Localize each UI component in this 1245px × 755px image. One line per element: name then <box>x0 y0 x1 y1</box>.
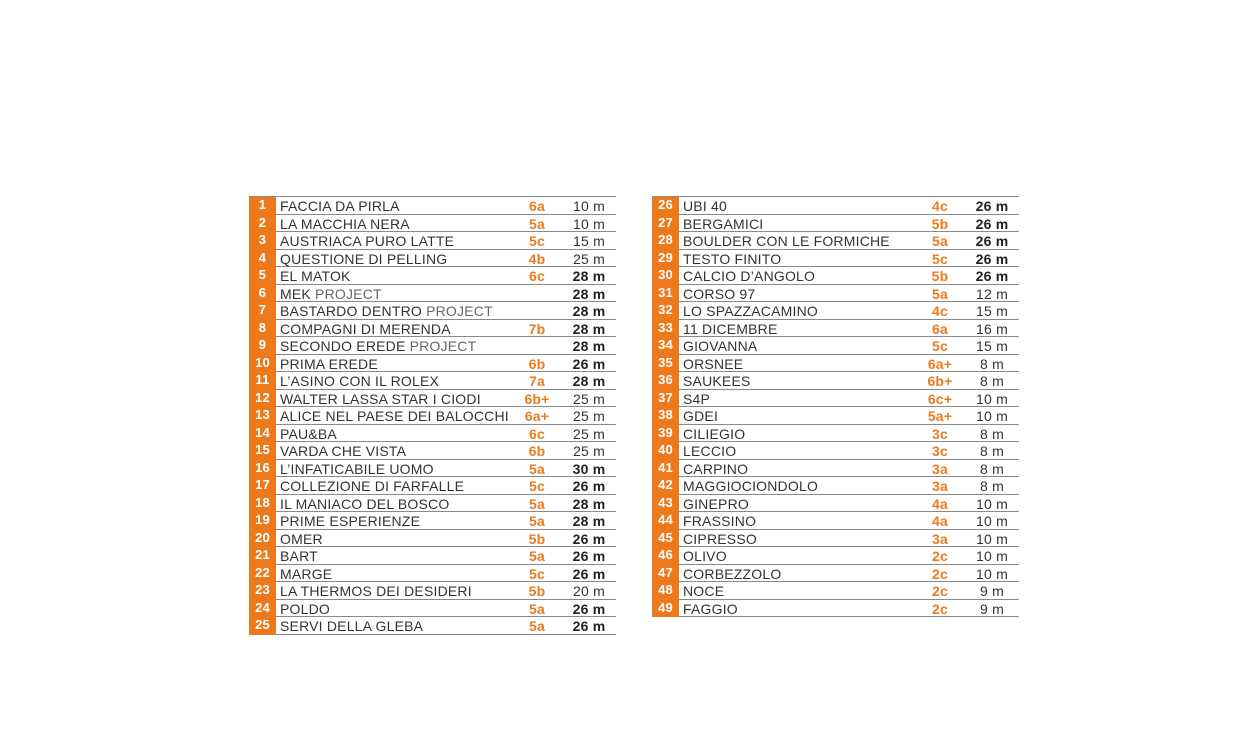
route-grade: 5c <box>932 250 948 267</box>
route-row <box>249 565 616 583</box>
route-grade: 6b+ <box>927 373 953 389</box>
route-row <box>249 425 616 443</box>
route-name-text: CARPINO <box>683 460 749 477</box>
route-name-text: PAU&BA <box>280 425 337 442</box>
route-name <box>683 390 710 409</box>
route-name-text: PRIMA EREDE <box>280 355 378 372</box>
route-row <box>652 337 1019 355</box>
route-length: 28 m <box>572 495 606 512</box>
route-grade: 4c <box>932 198 948 214</box>
route-grade: 5a <box>932 233 948 249</box>
route-name-text: COMPAGNI DI MERENDA <box>280 320 451 337</box>
route-number: 38 <box>652 407 679 425</box>
route-length: 15 m <box>976 338 1008 354</box>
route-name-text: FAGGIO <box>683 600 738 617</box>
route-name <box>683 512 756 531</box>
route-number: 48 <box>652 582 679 600</box>
route-length: 28 m <box>572 373 606 389</box>
route-number: 4 <box>249 250 276 268</box>
route-grade: 5c <box>529 233 545 249</box>
route-name <box>280 425 337 444</box>
route-number: 27 <box>652 215 679 233</box>
route-row <box>249 250 616 268</box>
route-grade: 3a <box>932 530 948 547</box>
route-length: 25 m <box>573 408 605 424</box>
route-name-text: AUSTRIACA PURO LATTE <box>280 233 455 249</box>
route-name-text: S4P <box>683 390 711 407</box>
route-number: 35 <box>652 355 679 373</box>
route-length: 26 m <box>975 198 1009 214</box>
route-length: 16 m <box>976 320 1008 337</box>
route-grade: 5a <box>529 548 545 564</box>
route-row <box>652 285 1019 303</box>
route-project-label: PROJECT <box>409 338 477 354</box>
route-row <box>652 582 1019 600</box>
route-name-text: POLDO <box>280 600 331 617</box>
route-name <box>683 285 755 304</box>
route-name-text: LO SPAZZACAMINO <box>683 303 818 319</box>
route-name-text: ALICE NEL PAESE DEI BALOCCHI <box>280 408 509 424</box>
route-number: 39 <box>652 425 679 443</box>
route-name-text: SERVI DELLA GLEBA <box>280 618 424 634</box>
route-name <box>280 477 464 496</box>
route-row <box>249 495 616 513</box>
route-name <box>683 495 749 514</box>
route-project-label: PROJECT <box>315 285 382 302</box>
route-grade: 4c <box>932 303 948 319</box>
route-name <box>683 425 745 444</box>
route-name <box>280 197 400 216</box>
route-number: 34 <box>652 337 679 355</box>
route-name <box>683 197 727 216</box>
route-row <box>652 407 1019 425</box>
route-row <box>249 617 616 635</box>
route-name-text: OLIVO <box>683 548 727 564</box>
route-row <box>652 215 1019 233</box>
route-name-text: L’INFATICABILE UOMO <box>280 460 434 477</box>
route-grade: 4a <box>932 495 948 512</box>
route-name-text: SAUKEES <box>683 373 751 389</box>
route-length: 28 m <box>572 303 606 319</box>
route-length: 10 m <box>573 215 605 232</box>
route-grade: 5b <box>931 268 949 284</box>
route-length: 26 m <box>975 233 1009 249</box>
route-row <box>652 302 1019 320</box>
route-name <box>683 355 743 374</box>
route-name <box>280 372 439 391</box>
route-number: 29 <box>652 250 679 268</box>
route-row <box>249 530 616 548</box>
route-grade: 3c <box>932 443 948 459</box>
route-length: 28 m <box>572 338 606 354</box>
route-grade: 5a <box>529 495 545 512</box>
route-name <box>280 547 318 566</box>
route-name-text: TESTO FINITO <box>683 250 782 267</box>
route-length: 10 m <box>976 390 1008 407</box>
route-name <box>280 355 378 374</box>
route-name <box>683 442 736 461</box>
route-grade: 6c <box>529 425 545 442</box>
route-table-left <box>249 196 616 635</box>
route-number: 1 <box>249 197 276 215</box>
route-name <box>280 215 410 234</box>
route-length: 10 m <box>573 198 605 214</box>
route-row <box>652 512 1019 530</box>
route-name-text: QUESTIONE DI PELLING <box>280 250 448 267</box>
route-number: 3 <box>249 232 276 250</box>
route-grade: 6a <box>932 320 948 337</box>
route-name <box>280 600 330 619</box>
route-row <box>249 320 616 338</box>
route-grade: 6a <box>529 198 545 214</box>
route-grade: 3a <box>932 460 948 477</box>
route-number: 13 <box>249 407 276 425</box>
route-name <box>280 512 420 531</box>
route-row <box>652 390 1019 408</box>
route-number: 36 <box>652 372 679 390</box>
route-row <box>249 215 616 233</box>
route-number: 9 <box>249 337 276 355</box>
route-table-right <box>652 196 1019 617</box>
route-row <box>249 285 616 303</box>
route-name <box>280 302 493 321</box>
route-row <box>249 337 616 355</box>
route-number: 44 <box>652 512 679 530</box>
route-row <box>249 390 616 408</box>
route-row <box>249 582 616 600</box>
route-grade: 5c <box>529 565 545 582</box>
route-length: 15 m <box>573 233 605 249</box>
route-number: 21 <box>249 547 276 565</box>
route-number: 11 <box>249 372 276 390</box>
route-row <box>249 355 616 373</box>
route-name <box>280 565 332 584</box>
route-length: 25 m <box>573 390 605 407</box>
route-row <box>652 372 1019 390</box>
route-grade: 4a <box>932 513 948 529</box>
route-grade: 7b <box>528 320 546 337</box>
route-length: 15 m <box>976 303 1008 319</box>
route-name-text: BART <box>280 548 318 564</box>
route-row <box>249 372 616 390</box>
route-name-text: 11 DICEMBRE <box>683 320 778 337</box>
route-name-text: IL MANIACO DEL BOSCO <box>280 495 450 512</box>
route-length: 12 m <box>976 285 1008 302</box>
route-grade: 5c <box>932 338 948 354</box>
route-name <box>683 460 748 479</box>
route-name-text: MEK <box>280 285 316 302</box>
route-row <box>249 197 616 215</box>
route-grade: 2c <box>932 565 948 582</box>
route-name <box>683 600 738 619</box>
route-name <box>683 215 763 234</box>
route-length: 26 m <box>572 548 606 564</box>
route-name <box>683 302 818 321</box>
route-name-text: GINEPRO <box>683 495 749 512</box>
route-number: 14 <box>249 425 276 443</box>
route-length: 10 m <box>976 408 1008 424</box>
route-name-text: PRIME ESPERIENZE <box>280 513 421 529</box>
route-name-text: OMER <box>280 530 323 547</box>
route-length: 26 m <box>572 600 606 617</box>
route-name <box>683 530 757 549</box>
route-length: 26 m <box>572 478 606 494</box>
route-number: 37 <box>652 390 679 408</box>
route-number: 19 <box>249 512 276 530</box>
route-grade: 7a <box>529 373 545 389</box>
route-number: 31 <box>652 285 679 303</box>
route-row <box>249 512 616 530</box>
route-row <box>652 530 1019 548</box>
route-name-text: FACCIA DA PIRLA <box>280 198 400 214</box>
route-name <box>683 477 818 496</box>
route-row <box>652 600 1019 618</box>
route-row <box>652 425 1019 443</box>
route-grade: 5a+ <box>927 408 953 424</box>
route-grade: 2c <box>932 600 948 617</box>
route-length: 26 m <box>572 355 606 372</box>
route-grade: 2c <box>932 583 948 599</box>
route-grade: 2c <box>932 548 948 564</box>
route-length: 26 m <box>572 565 606 582</box>
route-row <box>249 547 616 565</box>
route-number: 42 <box>652 477 679 495</box>
route-number: 15 <box>249 442 276 460</box>
route-length: 10 m <box>976 565 1008 582</box>
route-name <box>683 547 727 566</box>
route-grade: 6c <box>529 268 545 284</box>
route-number: 10 <box>249 355 276 373</box>
route-project-label: PROJECT <box>426 303 493 319</box>
route-grade: 5b <box>528 530 546 547</box>
route-length: 8 m <box>980 478 1004 494</box>
route-number: 24 <box>249 600 276 618</box>
route-name <box>280 390 481 409</box>
route-number: 46 <box>652 547 679 565</box>
route-name <box>280 285 382 304</box>
route-grade: 5a <box>529 460 545 477</box>
route-length: 9 m <box>980 583 1004 599</box>
route-number: 26 <box>652 197 679 215</box>
route-length: 25 m <box>573 443 605 459</box>
route-name <box>280 267 351 286</box>
route-row <box>249 477 616 495</box>
route-name <box>683 337 757 356</box>
route-row <box>652 232 1019 250</box>
route-name-text: BERGAMICI <box>683 215 764 232</box>
route-row <box>249 267 616 285</box>
route-row <box>652 477 1019 495</box>
route-name <box>280 617 423 636</box>
route-row <box>652 495 1019 513</box>
route-name <box>280 250 447 269</box>
route-length: 25 m <box>573 425 605 442</box>
route-number: 32 <box>652 302 679 320</box>
route-grade: 5a <box>529 215 545 232</box>
route-name <box>280 320 451 339</box>
route-name-text: EL MATOK <box>280 268 351 284</box>
route-row <box>652 250 1019 268</box>
route-length: 10 m <box>976 530 1008 547</box>
route-name <box>280 442 406 461</box>
route-length: 25 m <box>573 250 605 267</box>
route-row <box>652 267 1019 285</box>
route-length: 26 m <box>975 250 1009 267</box>
route-grade: 6b <box>528 443 546 459</box>
route-name <box>683 372 751 391</box>
route-row <box>652 460 1019 478</box>
route-name-text: LA MACCHIA NERA <box>280 215 410 232</box>
route-number: 30 <box>652 267 679 285</box>
route-name-text: BASTARDO DENTRO <box>280 303 427 319</box>
route-length: 8 m <box>980 425 1004 442</box>
route-name-text: SECONDO EREDE <box>280 338 410 354</box>
route-name <box>280 495 449 514</box>
route-name-text: L’ASINO CON IL ROLEX <box>280 373 440 389</box>
route-name-text: CORBEZZOLO <box>683 565 782 582</box>
route-number: 25 <box>249 617 276 635</box>
route-name <box>280 460 434 479</box>
route-row <box>249 407 616 425</box>
route-length: 30 m <box>572 460 606 477</box>
route-row <box>652 197 1019 215</box>
route-name-text: NOCE <box>683 583 725 599</box>
route-grade: 6b+ <box>524 390 550 407</box>
route-number: 5 <box>249 267 276 285</box>
route-row <box>249 460 616 478</box>
route-row <box>249 442 616 460</box>
route-name <box>683 267 815 286</box>
route-name <box>280 530 323 549</box>
route-name-text: CORSO 97 <box>683 285 756 302</box>
route-grade: 6a+ <box>524 408 550 424</box>
route-number: 7 <box>249 302 276 320</box>
route-number: 28 <box>652 232 679 250</box>
route-length: 20 m <box>573 583 605 599</box>
route-length: 10 m <box>976 513 1008 529</box>
route-grade: 5c <box>529 478 545 494</box>
route-grade: 6b <box>528 355 546 372</box>
route-number: 12 <box>249 390 276 408</box>
route-row <box>652 442 1019 460</box>
route-grade: 5a <box>529 600 545 617</box>
route-grade: 5b <box>931 215 949 232</box>
route-name <box>280 407 509 426</box>
route-length: 26 m <box>572 618 606 634</box>
route-grade: 6c+ <box>927 390 953 407</box>
route-name-text: GIOVANNA <box>683 338 758 354</box>
route-grade: 5a <box>529 513 545 529</box>
route-number: 45 <box>652 530 679 548</box>
route-number: 23 <box>249 582 276 600</box>
route-number: 2 <box>249 215 276 233</box>
route-name <box>280 582 472 601</box>
route-length: 26 m <box>975 215 1009 232</box>
route-grade: 5b <box>528 583 546 599</box>
route-length: 26 m <box>572 530 606 547</box>
route-length: 26 m <box>975 268 1009 284</box>
route-name <box>280 337 476 356</box>
route-number: 43 <box>652 495 679 513</box>
route-grade: 5a <box>529 618 545 634</box>
route-name-text: VARDA CHE VISTA <box>280 443 407 459</box>
route-number: 6 <box>249 285 276 303</box>
route-name-text: LA THERMOS DEI DESIDERI <box>280 583 472 599</box>
route-row <box>249 302 616 320</box>
route-name <box>683 320 778 339</box>
route-name-text: LECCIO <box>683 443 737 459</box>
route-row <box>652 355 1019 373</box>
route-name <box>683 565 781 584</box>
route-length: 8 m <box>980 460 1004 477</box>
route-length: 28 m <box>572 320 606 337</box>
route-name <box>280 232 454 251</box>
route-name-text: FRASSINO <box>683 513 757 529</box>
route-length: 28 m <box>572 285 606 302</box>
route-number: 49 <box>652 600 679 618</box>
route-number: 40 <box>652 442 679 460</box>
route-length: 28 m <box>572 268 606 284</box>
route-length: 9 m <box>980 600 1004 617</box>
route-length: 28 m <box>572 513 606 529</box>
route-grade: 6a+ <box>927 355 953 372</box>
route-name <box>683 232 890 251</box>
route-length: 8 m <box>980 355 1004 372</box>
route-name-text: ORSNEE <box>683 355 744 372</box>
route-name-text: CILIEGIO <box>683 425 746 442</box>
route-name-text: COLLEZIONE DI FARFALLE <box>280 478 465 494</box>
route-name-text: CALCIO D’ANGOLO <box>683 268 816 284</box>
route-name-text: CIPRESSO <box>683 530 757 547</box>
route-grade: 4b <box>528 250 546 267</box>
route-number: 16 <box>249 460 276 478</box>
route-number: 41 <box>652 460 679 478</box>
route-length: 10 m <box>976 495 1008 512</box>
route-grade: 3c <box>932 425 948 442</box>
route-number: 33 <box>652 320 679 338</box>
route-name-text: MARGE <box>280 565 333 582</box>
route-name-text: MAGGIOCIONDOLO <box>683 478 819 494</box>
route-row <box>652 565 1019 583</box>
route-name <box>683 250 781 269</box>
route-name-text: UBI 40 <box>683 198 727 214</box>
route-number: 8 <box>249 320 276 338</box>
route-row <box>249 232 616 250</box>
route-length: 10 m <box>976 548 1008 564</box>
route-number: 20 <box>249 530 276 548</box>
route-number: 47 <box>652 565 679 583</box>
route-name <box>683 582 724 601</box>
route-number: 17 <box>249 477 276 495</box>
route-row <box>652 320 1019 338</box>
route-length: 8 m <box>980 443 1004 459</box>
route-name-text: BOULDER CON LE FORMICHE <box>683 233 890 249</box>
route-name-text: WALTER LASSA STAR I CIODI <box>280 390 481 407</box>
route-name <box>683 407 718 426</box>
route-length: 8 m <box>980 373 1004 389</box>
route-grade: 3a <box>932 478 948 494</box>
route-row <box>652 547 1019 565</box>
route-name-text: GDEI <box>683 408 719 424</box>
route-number: 18 <box>249 495 276 513</box>
route-row <box>249 600 616 618</box>
route-number: 22 <box>249 565 276 583</box>
route-grade: 5a <box>932 285 948 302</box>
